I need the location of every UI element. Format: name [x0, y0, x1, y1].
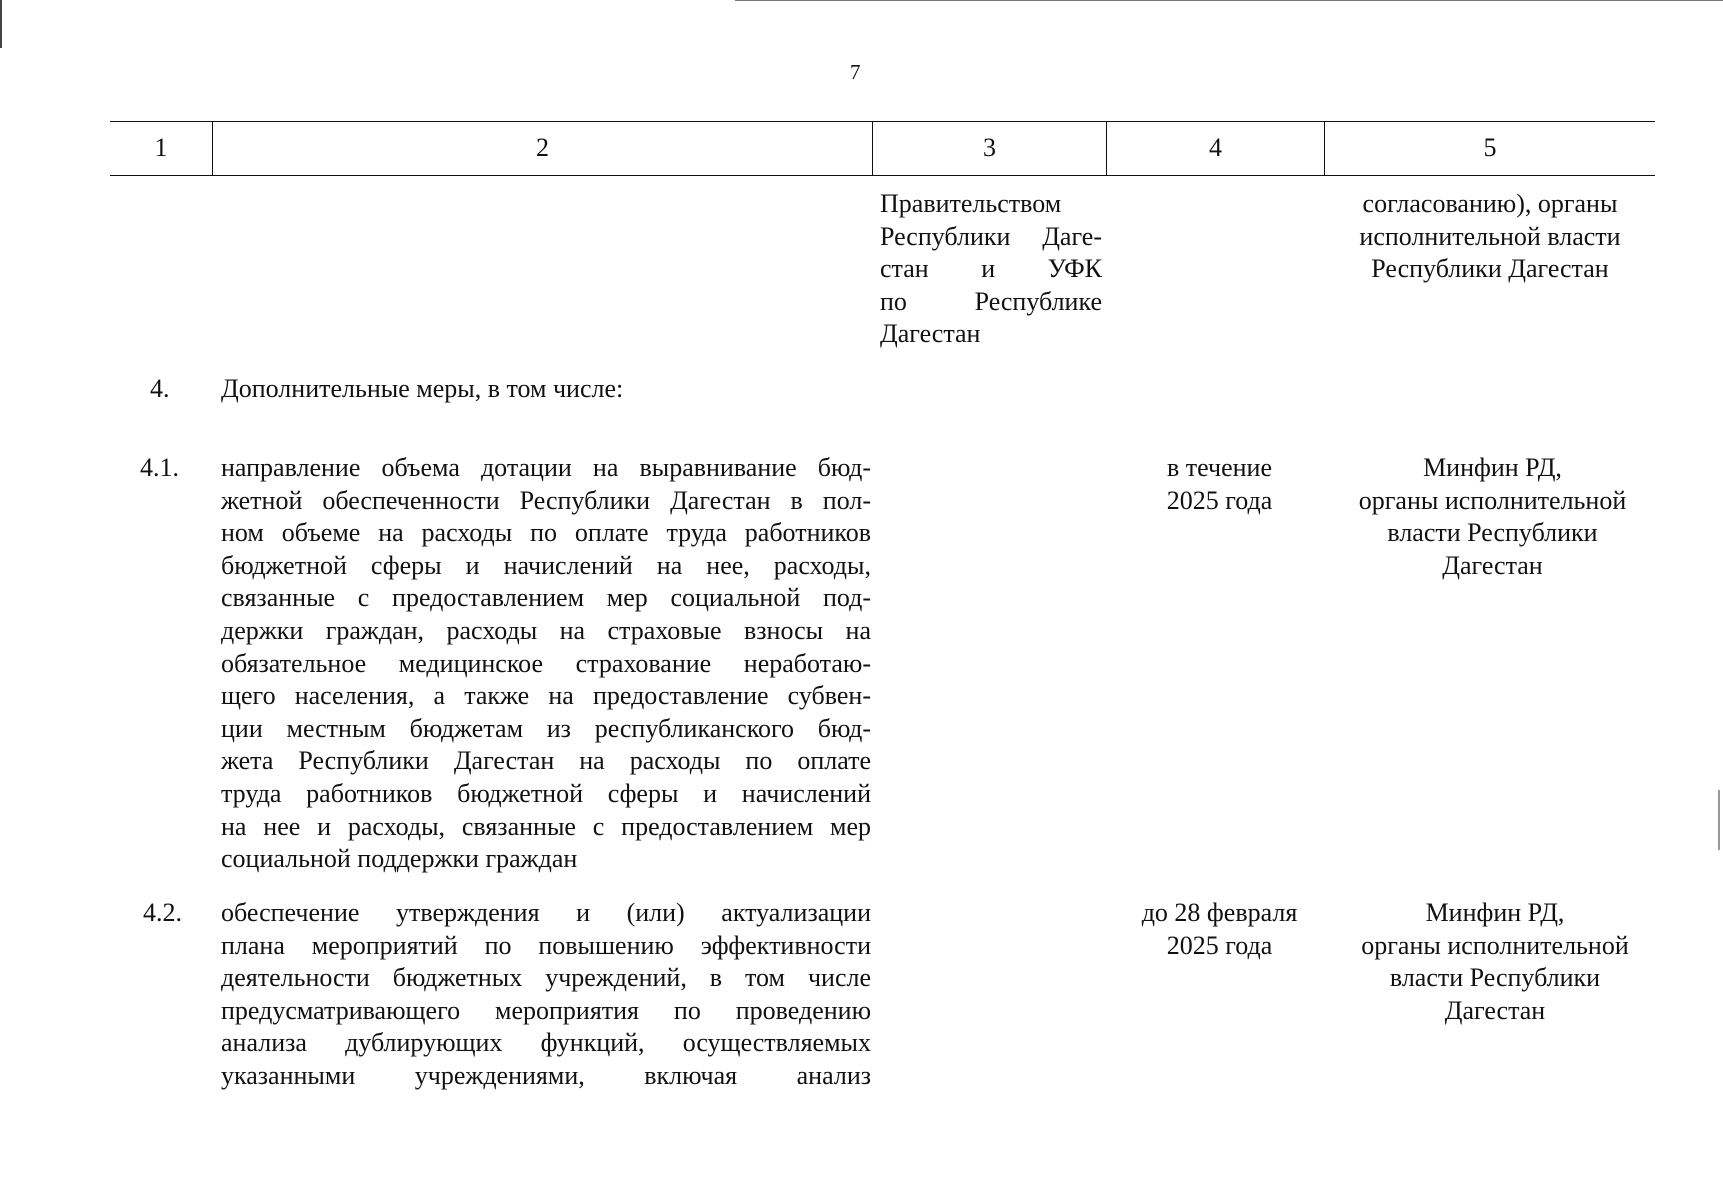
- text-line: бюджетной сферы и начислений на нее, расходы,: [221, 550, 871, 580]
- text-line: по Республике: [880, 286, 1102, 316]
- text-line: Дагестан: [880, 319, 981, 349]
- text-line: щего населения, а также на предоставление субвен-: [221, 681, 871, 711]
- text-line: Республики Даге-: [880, 221, 1102, 251]
- row-4-1-deadline: [1107, 452, 1332, 517]
- header-col-5: 5: [1483, 133, 1497, 162]
- text-line: Дополнительные меры, в том числе:: [221, 374, 624, 403]
- text-line: обеспечение утверждения и (или) актуализации: [221, 898, 871, 927]
- text-line: указанными учреждениями, включая анализ: [221, 1060, 871, 1090]
- text-line: связанные с предоставлением мер социальной под-: [221, 583, 871, 613]
- text-line: 2025 года: [1166, 930, 1273, 960]
- text-line: стан и УФК: [880, 254, 1102, 284]
- text-line: плана мероприятий по повышению эффективности: [221, 930, 871, 960]
- text-line: Дагестан: [1444, 995, 1546, 1025]
- text-line: труда работников бюджетной сферы и начислений: [221, 778, 871, 808]
- text-line: деятельности бюджетных учреждений, в том числе: [221, 963, 871, 993]
- text-line: социальной поддержки граждан: [221, 844, 578, 874]
- text-line: Минфин РД,: [1423, 453, 1562, 482]
- text-line: власти Республики: [1387, 518, 1598, 548]
- text-line: Дагестан: [1442, 550, 1543, 580]
- scan-edge-top: [735, 0, 1723, 1]
- scan-edge-left: [0, 0, 2, 48]
- text-line: 2025 года: [1166, 485, 1273, 515]
- text-line: предусматривающего мероприятия по проведению: [221, 995, 871, 1025]
- text-line: власти Республики: [1389, 963, 1601, 993]
- continuation-col3: [880, 188, 1102, 351]
- header-col-3: 3: [983, 133, 996, 162]
- text-line: жетной обеспеченности Республики Дагестан в пол-: [221, 485, 871, 515]
- page-number: 7: [850, 60, 861, 84]
- row-4-2-text: [221, 897, 871, 1093]
- header-col-2: 2: [536, 133, 549, 162]
- text-line: Республики Дагестан: [1371, 254, 1609, 284]
- scan-edge-right: [1718, 790, 1720, 850]
- text-line: направление объема дотации на выравнивание бюд-: [221, 453, 871, 482]
- text-line: согласованию), органы: [1362, 189, 1618, 218]
- row-4-1-responsible: [1330, 452, 1655, 582]
- text-line: в течение: [1166, 453, 1272, 482]
- text-line: Минфин РД,: [1425, 898, 1565, 927]
- text-line: на нее и расходы, связанные с предоставлением мер: [221, 811, 871, 841]
- row-number-4: 4.: [150, 374, 170, 403]
- row-number-4-2: 4.2.: [143, 898, 182, 927]
- row-4-1-text: [221, 452, 871, 876]
- row-4-2-deadline: [1107, 897, 1332, 962]
- text-line: ции местным бюджетам из республиканского бюд-: [221, 713, 871, 743]
- row-4-text: [221, 373, 871, 406]
- text-line: держки граждан, расходы на страховые взносы на: [221, 615, 871, 645]
- continuation-col5: [1325, 188, 1655, 286]
- table-header-bottom-rule: [110, 175, 1655, 176]
- text-line: Правительством: [880, 189, 1062, 218]
- text-line: обязательное медицинское страхование неработаю-: [221, 648, 871, 678]
- text-line: исполнительной власти: [1359, 221, 1621, 251]
- text-line: до 28 февраля: [1141, 898, 1298, 927]
- row-number-4-1: 4.1.: [140, 453, 179, 482]
- header-col-4: 4: [1209, 133, 1222, 162]
- text-line: органы исполнительной: [1358, 485, 1627, 515]
- text-line: анализа дублирующих функций, осуществляемых: [221, 1028, 871, 1058]
- header-col-1: 1: [154, 133, 168, 162]
- text-line: жета Республики Дагестан на расходы по оплате: [221, 746, 871, 776]
- row-4-2-responsible: [1330, 897, 1660, 1027]
- text-line: ном объеме на расходы по оплате труда работников: [221, 518, 871, 548]
- text-line: органы исполнительной: [1361, 930, 1629, 960]
